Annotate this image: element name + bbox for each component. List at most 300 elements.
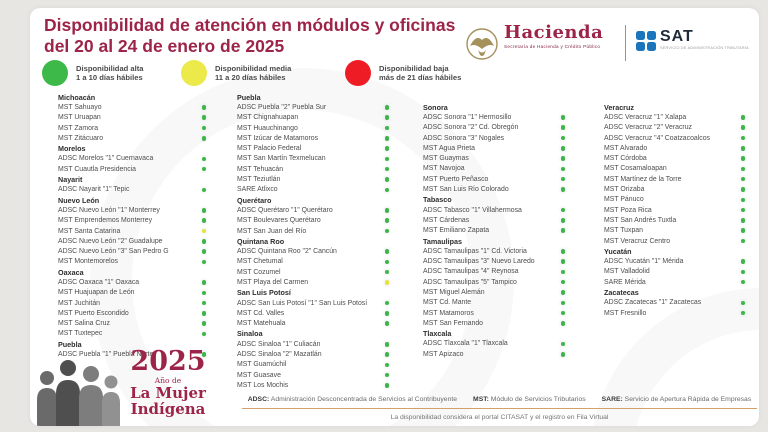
availability-dot-alta <box>741 187 746 192</box>
office-row <box>604 143 745 153</box>
availability-dot-alta <box>385 105 390 110</box>
state-header: Tlaxcala <box>423 329 452 339</box>
sat-squares-icon <box>636 31 656 51</box>
office-name: MST Poza Rica <box>604 206 652 214</box>
office-column-3 <box>423 102 565 359</box>
office-row <box>58 154 206 164</box>
office-name: ADSC Tlaxcala "1" Tlaxcala <box>423 340 508 348</box>
availability-dot-alta <box>202 291 207 296</box>
office-row <box>237 123 389 133</box>
office-name: ADSC Puebla "1" Puebla Norte <box>58 351 154 359</box>
availability-dot-alta <box>202 105 207 110</box>
office-row <box>423 215 565 225</box>
office-name: MST Sahuayo <box>58 103 102 111</box>
office-row <box>423 339 565 349</box>
office-name: ADSC Sinaloa "1" Culiacán <box>237 340 321 348</box>
indigenous-women-photo <box>36 356 120 426</box>
office-row <box>423 112 565 122</box>
availability-dot-alta <box>385 177 390 182</box>
office-row <box>58 246 206 256</box>
availability-dot-alta <box>561 342 566 347</box>
office-row <box>58 226 206 236</box>
title-line1: Disponibilidad de atención en módulos y oficinas <box>44 15 456 35</box>
sat-wordmark: SAT <box>660 28 694 45</box>
availability-dot-alta <box>385 311 390 316</box>
office-name: MST Miguel Alemán <box>423 288 485 296</box>
availability-dot-media <box>385 280 390 285</box>
availability-dot-alta <box>561 311 566 316</box>
state-header: Tamaulipas <box>423 236 463 246</box>
footer-divider <box>242 408 757 409</box>
availability-dot-alta <box>202 280 207 285</box>
state-header: Puebla <box>58 339 82 349</box>
state-header: Zacatecas <box>604 287 639 297</box>
office-row <box>604 164 745 174</box>
campaign-line1: La Mujer <box>130 384 206 402</box>
availability-dot-alta <box>741 208 746 213</box>
office-row <box>423 226 565 236</box>
page-title <box>44 15 484 57</box>
office-name: ADSC Nuevo León "3" San Pedro G <box>58 248 169 256</box>
office-name: ADSC Tabasco "1" Villahermosa <box>423 206 522 214</box>
availability-dot-alta <box>385 270 390 275</box>
office-row <box>423 287 565 297</box>
office-row <box>237 102 389 112</box>
availability-dot-alta <box>385 363 390 368</box>
office-row <box>423 277 565 287</box>
definition-sare: SARE: Servicio de Apertura Rápida de Empresas <box>601 396 752 403</box>
office-name: MST Cosamaloapan <box>604 165 667 173</box>
office-name: MST Puerto Peñasco <box>423 175 489 183</box>
office-row <box>604 123 745 133</box>
availability-dot-alta <box>385 342 390 347</box>
availability-dot-alta <box>561 146 566 151</box>
legend-label: Disponibilidad alta <box>76 63 144 73</box>
availability-dot-alta <box>202 115 207 120</box>
office-name: MST Cárdenas <box>423 216 470 224</box>
office-row <box>237 308 389 318</box>
campaign-year: 2025 <box>130 346 206 377</box>
office-name: ADSC Tamaulipas "1" Cd. Victoria <box>423 247 527 255</box>
office-row <box>423 308 565 318</box>
office-name: ADSC Tamaulipas "3" Nuevo Laredo <box>423 258 535 266</box>
campaign-2025-mujer-indigena <box>114 348 222 417</box>
office-name: MST Cd. Valles <box>237 309 285 317</box>
office-row <box>237 339 389 349</box>
office-row <box>237 257 389 267</box>
office-row <box>58 257 206 267</box>
office-row <box>604 184 745 194</box>
availability-dot-alta <box>202 321 207 326</box>
office-row <box>604 174 745 184</box>
office-name: MST Cuautla Presidencia <box>58 165 137 173</box>
office-row <box>58 205 206 215</box>
availability-dot-alta <box>385 260 390 265</box>
office-name: MST San Luis Río Colorado <box>423 186 509 194</box>
office-row <box>237 113 389 123</box>
availability-dot-alta <box>385 383 390 388</box>
availability-dot-alta <box>561 136 566 141</box>
availability-dot-alta <box>741 228 746 233</box>
office-row <box>604 215 745 225</box>
office-name: MST Guasave <box>237 371 281 379</box>
green-circle-icon <box>42 60 68 86</box>
availability-dot-alta <box>385 229 390 234</box>
office-row <box>237 360 389 370</box>
office-row <box>237 267 389 277</box>
office-name: MST Agua Prieta <box>423 144 475 152</box>
availability-dot-alta <box>385 249 390 254</box>
availability-dot-alta <box>202 136 207 141</box>
office-column-2 <box>237 92 389 391</box>
availability-dot-alta <box>741 270 746 275</box>
office-name: MST San Andrés Tuxtla <box>604 216 677 224</box>
office-row <box>58 113 206 123</box>
legend-item-alta <box>42 60 144 86</box>
availability-dot-alta <box>561 187 566 192</box>
infographic-card <box>30 8 759 426</box>
office-name: ADSC Veracruz "4" Coatzacoalcos <box>604 134 711 142</box>
office-row <box>423 267 565 277</box>
legend-sublabel: más de 21 días hábiles <box>379 73 462 82</box>
office-name: MST Alvarado <box>604 144 648 152</box>
office-row <box>58 298 206 308</box>
office-row <box>604 298 745 308</box>
office-row <box>604 195 745 205</box>
availability-dot-alta <box>202 249 207 254</box>
office-name: MST San Fernando <box>423 319 484 327</box>
office-name: ADSC Veracruz "2" Veracruz <box>604 124 692 132</box>
office-column-1 <box>58 92 206 360</box>
office-name: MST Córdoba <box>604 155 647 163</box>
availability-dot-alta <box>561 177 566 182</box>
office-name: ADSC Sonora "3" Nogales <box>423 134 505 142</box>
office-name: MST Cozumel <box>237 268 281 276</box>
logo-divider <box>625 25 626 61</box>
office-name: MST Los Mochis <box>237 381 289 389</box>
availability-dot-alta <box>561 115 566 120</box>
availability-dot-alta <box>385 126 390 131</box>
office-name: ADSC San Luis Potosí "1" San Luis Potosí <box>237 299 368 307</box>
legend-label: Disponibilidad media <box>215 63 292 73</box>
office-row <box>58 308 206 318</box>
state-header: Nuevo León <box>58 195 100 205</box>
office-name: ADSC Sinaloa "2" Mazatlán <box>237 351 322 359</box>
office-row <box>58 123 206 133</box>
office-row <box>58 329 206 339</box>
office-row <box>58 216 206 226</box>
office-row <box>604 267 745 277</box>
office-row <box>237 216 389 226</box>
office-row <box>58 277 206 287</box>
availability-dot-alta <box>561 259 566 264</box>
office-name: MST Huauchinango <box>237 124 298 132</box>
office-row <box>237 205 389 215</box>
availability-dot-alta <box>561 167 566 172</box>
legend-item-media <box>181 60 291 86</box>
office-name: MST Izúcar de Matamoros <box>237 134 319 142</box>
office-name: ADSC Quintana Roo "2" Cancún <box>237 248 337 256</box>
office-row <box>604 153 745 163</box>
office-name: MST San Martín Texmelucan <box>237 155 326 163</box>
availability-dot-alta <box>741 301 746 306</box>
office-row <box>423 184 565 194</box>
state-header: Veracruz <box>604 102 634 112</box>
office-row <box>604 256 745 266</box>
office-row <box>604 277 745 287</box>
availability-dot-alta <box>385 352 390 357</box>
state-header: Tabasco <box>423 195 452 205</box>
availability-dot-alta <box>202 311 207 316</box>
office-row <box>423 153 565 163</box>
office-row <box>604 205 745 215</box>
office-name: MST Tuxpan <box>604 227 643 235</box>
office-row <box>237 349 389 359</box>
office-name: MST Fresnillo <box>604 309 647 317</box>
legend-item-baja <box>345 60 461 86</box>
state-header: Yucatán <box>604 246 632 256</box>
office-row <box>423 246 565 256</box>
availability-dot-alta <box>741 156 746 161</box>
office-row <box>423 143 565 153</box>
office-row <box>604 133 745 143</box>
state-header: Querétaro <box>237 195 272 205</box>
availability-dot-alta <box>741 125 746 130</box>
availability-dot-alta <box>741 198 746 203</box>
campaign-line2: Indígena <box>130 400 206 418</box>
office-row <box>58 236 206 246</box>
office-row <box>58 288 206 298</box>
state-header: San Luis Potosí <box>237 288 291 298</box>
state-header: Nayarit <box>58 175 83 185</box>
availability-dot-alta <box>385 115 390 120</box>
office-row <box>237 133 389 143</box>
state-header: Oaxaca <box>58 267 84 277</box>
hacienda-eagle-icon <box>464 24 500 69</box>
office-row <box>58 319 206 329</box>
office-row <box>604 308 745 318</box>
office-name: MST Montemorelos <box>58 258 118 266</box>
office-row <box>604 236 745 246</box>
office-name: MST Zitácuaro <box>58 134 104 142</box>
availability-dot-alta <box>385 321 390 326</box>
office-row <box>237 380 389 390</box>
office-name: MST Teziutlán <box>237 176 281 184</box>
office-row <box>237 226 389 236</box>
office-name: ADSC Sonora "2" Cd. Obregón <box>423 124 519 132</box>
office-column-4 <box>604 102 745 318</box>
availability-dot-alta <box>202 260 207 265</box>
office-name: ADSC Oaxaca "1" Oaxaca <box>58 278 140 286</box>
office-name: MST Santa Catarina <box>58 227 121 235</box>
office-name: MST Apizaco <box>423 350 464 358</box>
office-name: MST Emiliano Zapata <box>423 227 490 235</box>
availability-dot-alta <box>561 270 566 275</box>
availability-dot-alta <box>561 249 566 254</box>
office-name: MST Tehuacán <box>237 165 284 173</box>
office-row <box>604 112 745 122</box>
availability-dot-alta <box>385 157 390 162</box>
office-row <box>237 246 389 256</box>
office-name: ADSC Nuevo León "1" Monterrey <box>58 206 160 214</box>
availability-dot-alta <box>202 126 207 131</box>
availability-dot-alta <box>202 332 207 337</box>
office-name: ADSC Veracruz "1" Xalapa <box>604 113 687 121</box>
office-row <box>237 164 389 174</box>
title-line2: del 20 al 24 de enero de 2025 <box>44 36 285 56</box>
office-row <box>237 174 389 184</box>
availability-dot-media <box>202 229 207 234</box>
office-row <box>237 370 389 380</box>
office-row <box>237 298 389 308</box>
office-name: MST Palacio Federal <box>237 145 302 153</box>
office-name: MST Salina Cruz <box>58 320 110 328</box>
office-row <box>58 164 206 174</box>
availability-dot-alta <box>385 188 390 193</box>
legend-sublabel: 11 a 20 días hábiles <box>215 73 286 82</box>
office-name: SARE Mérida <box>604 278 646 286</box>
availability-dot-alta <box>561 125 566 130</box>
availability-dot-alta <box>741 259 746 264</box>
availability-dot-alta <box>561 290 566 295</box>
sat-logo <box>636 29 749 51</box>
office-name: ADSC Puebla "2" Puebla Sur <box>237 103 327 111</box>
hacienda-wordmark: Hacienda <box>504 22 604 43</box>
office-row <box>58 185 206 195</box>
office-name: ADSC Morelos "1" Cuernavaca <box>58 155 154 163</box>
office-row <box>604 226 745 236</box>
legend-sublabel: 1 a 10 días hábiles <box>76 73 143 82</box>
office-row <box>423 318 565 328</box>
yellow-circle-icon <box>181 60 207 86</box>
office-name: MST Tuxtepec <box>58 330 103 338</box>
office-row <box>423 174 565 184</box>
office-row <box>58 133 206 143</box>
availability-dot-alta <box>202 188 207 193</box>
office-row <box>423 123 565 133</box>
office-row <box>423 164 565 174</box>
availability-dot-alta <box>202 167 207 172</box>
state-header: Michoacán <box>58 92 96 102</box>
availability-dot-alta <box>385 373 390 378</box>
definition-mst: MST: Módulo de Servicios Tributarios <box>473 396 586 403</box>
hacienda-logo <box>504 23 603 49</box>
state-header: Quintana Roo <box>237 236 285 246</box>
availability-dot-alta <box>202 157 207 162</box>
availability-dot-alta <box>561 321 566 326</box>
logo-row <box>462 21 752 67</box>
availability-dot-alta <box>741 136 746 141</box>
office-row <box>423 256 565 266</box>
office-row <box>423 205 565 215</box>
office-name: MST Juchitán <box>58 299 100 307</box>
hacienda-subtitle: Secretaría de Hacienda y Crédito Público <box>504 44 601 49</box>
availability-dot-alta <box>385 208 390 213</box>
availability-dot-alta <box>202 239 207 244</box>
availability-dot-alta <box>741 115 746 120</box>
office-row <box>423 133 565 143</box>
availability-dot-alta <box>561 218 566 223</box>
office-name: ADSC Yucatán "1" Mérida <box>604 258 684 266</box>
office-name: MST Huajuapan de León <box>58 289 135 297</box>
abbreviation-definitions <box>242 396 757 403</box>
office-name: MST Matehuala <box>237 320 286 328</box>
office-name: MST Chetumal <box>237 258 283 266</box>
availability-dot-alta <box>741 218 746 223</box>
office-name: MST Puerto Escondido <box>58 309 129 317</box>
footer-note: La disponibilidad considera el portal CITASAT y el registro en Fila Virtual <box>390 414 609 421</box>
office-name: ADSC Nayarit "1" Tepic <box>58 186 130 194</box>
office-name: MST Guamúchil <box>237 361 287 369</box>
office-name: ADSC Nuevo León "2" Guadalupe <box>58 237 163 245</box>
office-name: MST Emprendemos Monterrey <box>58 217 153 225</box>
availability-dot-alta <box>561 352 566 357</box>
sat-subtitle: SERVICIO DE ADMINISTRACIÓN TRIBUTARIA <box>660 46 749 50</box>
office-name: MST San Juan del Río <box>237 227 307 235</box>
availability-dot-alta <box>385 301 390 306</box>
office-name: MST Valladolid <box>604 268 650 276</box>
legend-label: Disponibilidad baja <box>379 63 449 73</box>
campaign-sub: Año de <box>154 376 182 385</box>
availability-dot-alta <box>741 311 746 316</box>
office-row <box>237 319 389 329</box>
office-name: MST Boulevares Querétaro <box>237 217 321 225</box>
office-name: ADSC Tamaulipas "5" Tampico <box>423 278 517 286</box>
office-name: MST Martínez de la Torre <box>604 175 682 183</box>
office-name: SARE Atlixco <box>237 186 278 194</box>
office-name: ADSC Sonora "1" Hermosillo <box>423 113 512 121</box>
availability-dot-alta <box>385 146 390 151</box>
office-name: ADSC Querétaro "1" Querétaro <box>237 206 333 214</box>
state-header: Sonora <box>423 102 448 112</box>
office-name: MST Orizaba <box>604 186 645 194</box>
availability-dot-alta <box>385 218 390 223</box>
availability-dot-alta <box>741 280 746 285</box>
office-row <box>423 349 565 359</box>
office-name: MST Pánuco <box>604 196 644 204</box>
office-name: MST Zamora <box>58 124 99 132</box>
availability-dot-alta <box>561 301 566 306</box>
state-header: Puebla <box>237 92 261 102</box>
availability-dot-alta <box>561 280 566 285</box>
office-name: MST Matamoros <box>423 309 474 317</box>
office-name: MST Guaymas <box>423 155 469 163</box>
availability-dot-alta <box>741 177 746 182</box>
availability-dot-alta <box>741 146 746 151</box>
office-name: MST Cd. Mante <box>423 299 472 307</box>
office-name: MST Uruapan <box>58 114 101 122</box>
office-name: MST Navojoa <box>423 165 465 173</box>
red-circle-icon <box>345 60 371 86</box>
office-name: MST Playa del Carmen <box>237 278 309 286</box>
availability-dot-alta <box>561 208 566 213</box>
office-name: MST Veracruz Centro <box>604 237 671 245</box>
office-row <box>237 154 389 164</box>
office-row <box>58 102 206 112</box>
definition-adsc: ADSC: Administración Desconcentrada de Servicios al Contribuyente <box>247 396 458 403</box>
availability-dot-alta <box>385 167 390 172</box>
availability-dot-alta <box>741 167 746 172</box>
office-name: MST Chignahuapan <box>237 114 299 122</box>
office-row <box>237 185 389 195</box>
office-row <box>423 298 565 308</box>
office-row <box>237 277 389 287</box>
availability-dot-alta <box>741 239 746 244</box>
availability-dot-alta <box>561 228 566 233</box>
state-header: Sinaloa <box>237 329 263 339</box>
availability-dot-alta <box>561 156 566 161</box>
availability-dot-alta <box>202 208 207 213</box>
